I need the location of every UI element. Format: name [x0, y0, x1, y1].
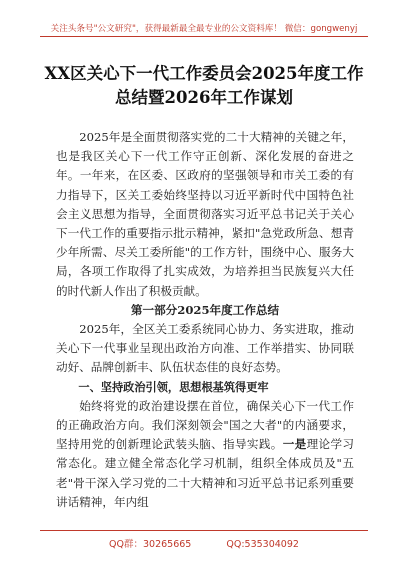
page-footer	[40, 530, 368, 580]
footer-qq-group: QQ群：30265665	[109, 539, 192, 550]
document-body	[56, 128, 354, 512]
document-title: XX区关心下一代工作委员会2025年度工作总结暨2026年工作谋划	[44, 64, 364, 107]
header-divider	[40, 36, 368, 37]
section1-heading: 一、坚持政治引领，思想根基筑得更牢	[78, 380, 269, 394]
section1-bold-marker: 一是	[282, 437, 307, 452]
intro-paragraph: 2025年是全面贯彻落实党的二十大精神的关键之年，也是我区关心下一代工作守正创新、深化发展的奋进之年。一年来，在区委、区政府的坚强领导和市关工委的有力指导下，区关工委始终坚持以习近平新时代中国特色社会主义思想为指导，全面贯彻落实习近平总书记关于关心下一代工作的重要指示批示精神，紧扣"急党政所急、想青少年所需、尽关工委所能"的工作方针，围绕中心、服务大局，各项工作取得了扎实成效，为培养担当民族复兴大任的时代新人作出了积极贡献。	[56, 130, 354, 298]
section1-text-a: 始终将党的政治建设摆在首位，确保关心下一代工作的正确政治方向。我们深刻领会"国之大者"的内涵要求，坚持用党的创新理论武装头脑、指导实践。	[56, 398, 354, 452]
part1-heading: 第一部分2025年度工作总结	[130, 302, 280, 317]
footer-qq: QQ:535304092	[226, 539, 299, 550]
part1-intro-paragraph: 2025年，全区关工委系统同心协力、务实进取，推动关心下一代事业呈现出政治方向准、工作举措实、协同联动好、品牌创新丰、队伍状态佳的良好态势。	[56, 322, 354, 375]
page-header	[0, 0, 408, 40]
footer-divider	[40, 530, 368, 531]
section1-paragraph	[56, 397, 354, 512]
section1-text-b: 理论学习常态化。建立健全常态化学习机制，组织全体成员及"五老"骨干深入学习党的二十大精神和习近平总书记系列重要讲话精神，年内组	[56, 437, 354, 509]
footer-contact	[40, 536, 368, 550]
header-promo-text: 关注头条号"公文研究"，获得最新最全最专业的公文资料库！ 微信：gongwenyj	[50, 24, 358, 34]
